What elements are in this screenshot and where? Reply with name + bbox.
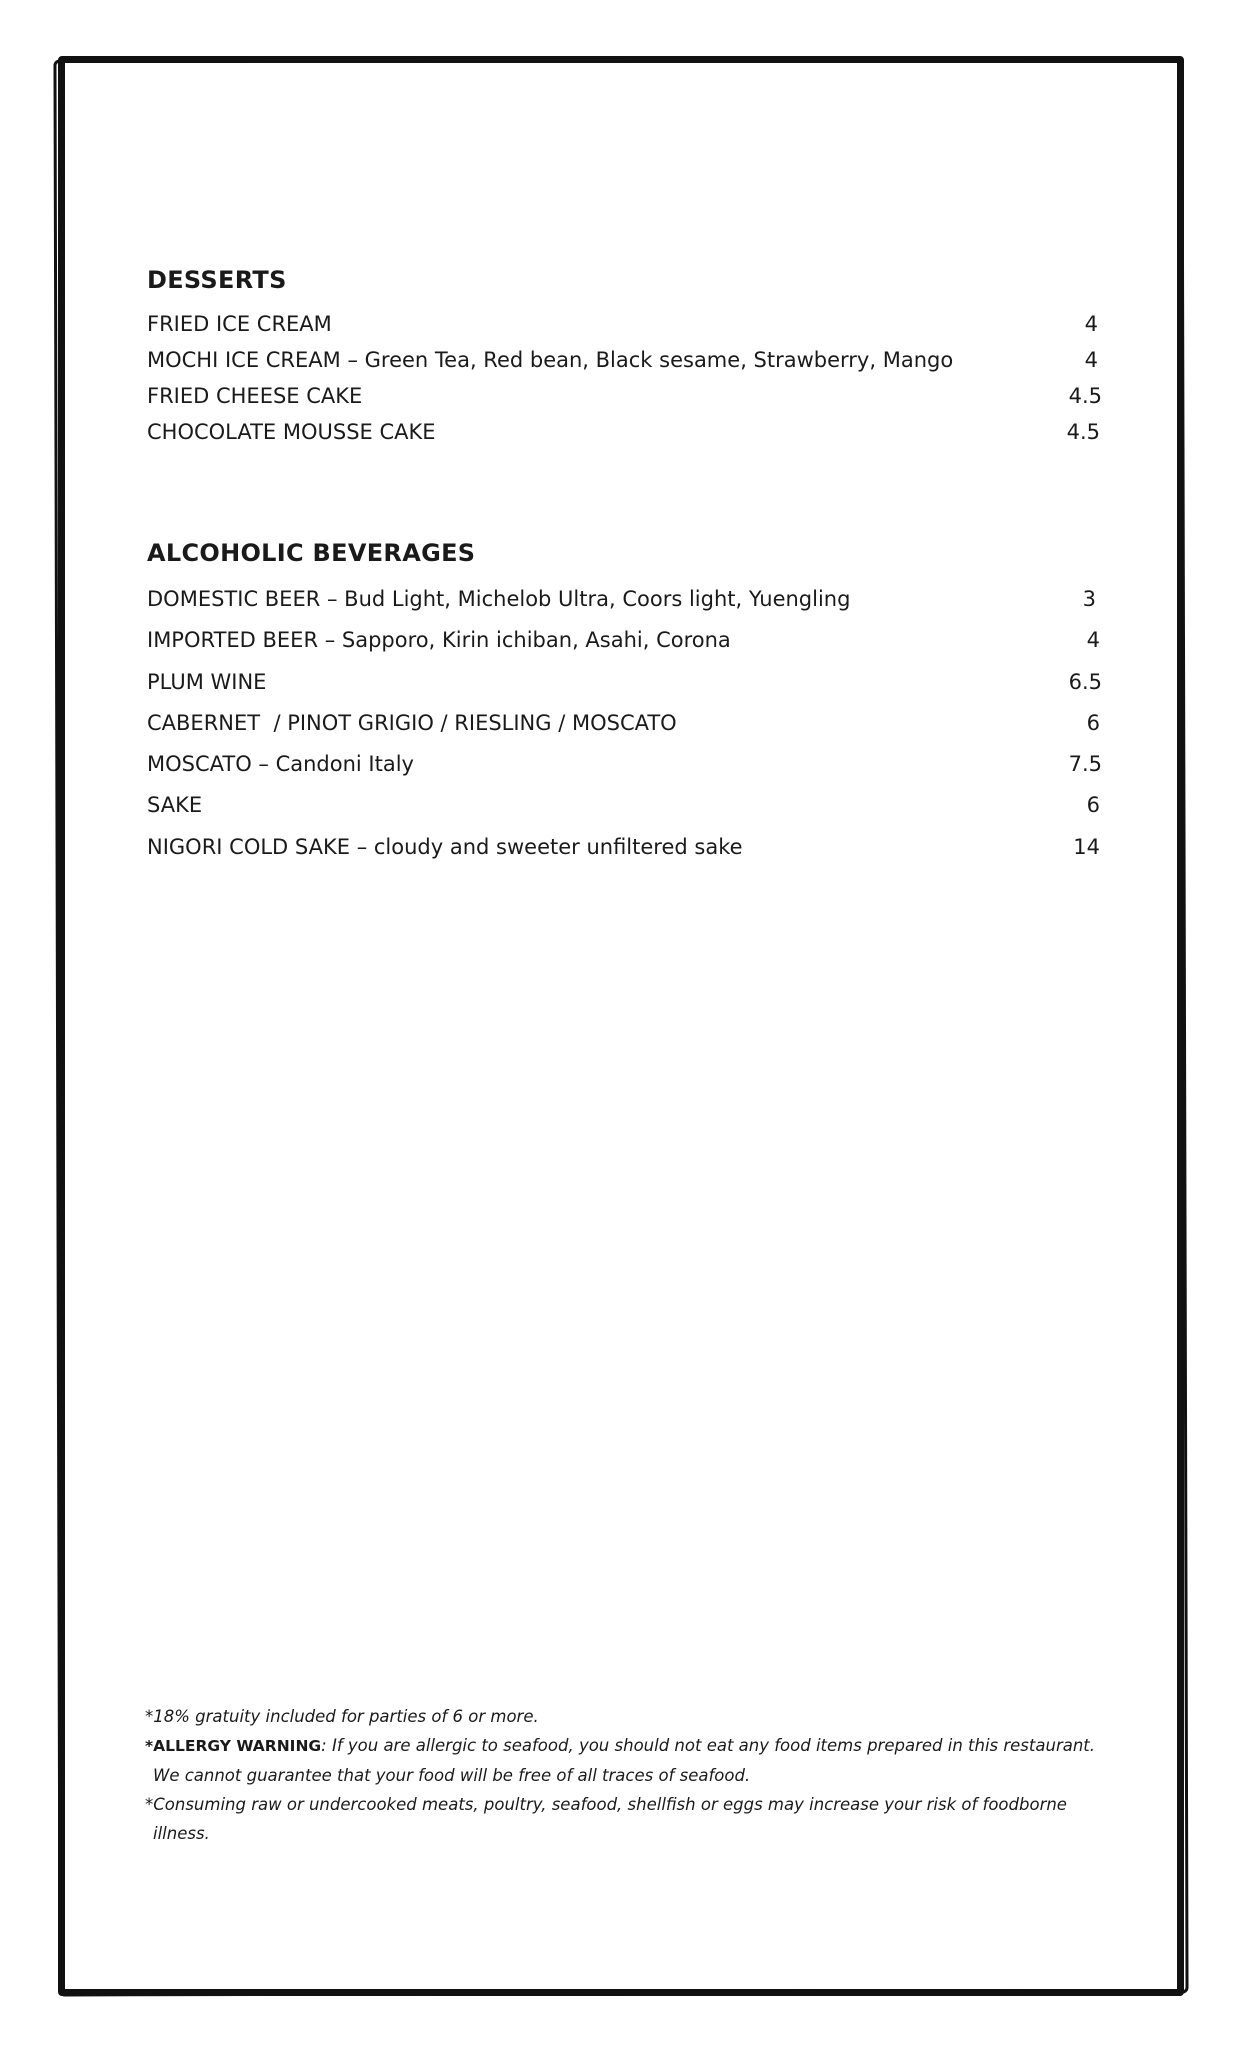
consumption-advisory-continued: illness. xyxy=(153,1824,210,1843)
allergy-warning xyxy=(145,1731,1135,1761)
menu-item xyxy=(147,662,1102,703)
menu-item xyxy=(147,378,1102,414)
menu-item-name: IMPORTED BEER – Sapporo, Kirin ichiban, Asahi, Corona xyxy=(147,628,731,653)
consumption-advisory: *Consuming raw or undercooked meats, poultry, seafood, shellfish or eggs may increase your risk of foodborne xyxy=(145,1795,1067,1814)
menu-item-price: 7.5 xyxy=(1068,752,1102,777)
menu-item-price: 4 xyxy=(1086,628,1100,653)
menu-item xyxy=(147,703,1102,744)
menu-item xyxy=(147,785,1102,826)
footnotes xyxy=(145,1702,1135,1848)
desserts-section xyxy=(147,263,1102,450)
menu-item-name: MOCHI ICE CREAM – Green Tea, Red bean, Black sesame, Strawberry, Mango xyxy=(147,348,954,372)
beverages-section xyxy=(147,536,1102,868)
allergy-warning-continued: We cannot guarantee that your food will be free of all traces of seafood. xyxy=(153,1766,751,1785)
menu-item xyxy=(147,827,1102,868)
beverages-heading: ALCOHOLIC BEVERAGES xyxy=(147,539,476,567)
menu-item-price: 4 xyxy=(1084,312,1098,336)
menu-item xyxy=(147,306,1102,342)
menu-item-name: NIGORI COLD SAKE – cloudy and sweeter unfiltered sake xyxy=(147,834,743,859)
menu-item-price: 6.5 xyxy=(1068,669,1102,694)
menu-item-price: 4 xyxy=(1084,348,1098,372)
menu-item-price: 4.5 xyxy=(1068,384,1102,408)
menu-item-name: FRIED CHEESE CAKE xyxy=(147,384,363,408)
menu-item xyxy=(147,579,1102,620)
menu-item-price: 6 xyxy=(1086,710,1100,735)
menu-item-price: 4.5 xyxy=(1066,420,1100,444)
menu-item xyxy=(147,342,1102,378)
desserts-heading: DESSERTS xyxy=(147,266,287,294)
menu-item xyxy=(147,414,1102,450)
menu-item-name: DOMESTIC BEER – Bud Light, Michelob Ultra, Coors light, Yuengling xyxy=(147,587,851,611)
menu-item-price: 14 xyxy=(1073,834,1100,859)
menu-item-name: FRIED ICE CREAM xyxy=(147,312,332,336)
menu-item xyxy=(147,620,1102,661)
menu-item-name: CABERNET / PINOT GRIGIO / RIESLING / MOSCATO xyxy=(147,710,677,735)
allergy-warning-text: : If you are allergic to seafood, you should not eat any food items prepared in this restaurant. xyxy=(321,1736,1096,1755)
allergy-warning-label: *ALLERGY WARNING xyxy=(145,1737,322,1755)
menu-item xyxy=(147,744,1102,785)
menu-item-name: PLUM WINE xyxy=(147,669,267,694)
gratuity-note: *18% gratuity included for parties of 6 or more. xyxy=(145,1707,539,1726)
menu-item-name: SAKE xyxy=(147,793,203,818)
menu-item-price: 6 xyxy=(1086,793,1100,818)
menu-item-name: MOSCATO – Candoni Italy xyxy=(147,752,414,777)
menu-item-name: CHOCOLATE MOUSSE CAKE xyxy=(147,420,436,444)
menu-item-price: 3 xyxy=(1082,587,1096,611)
